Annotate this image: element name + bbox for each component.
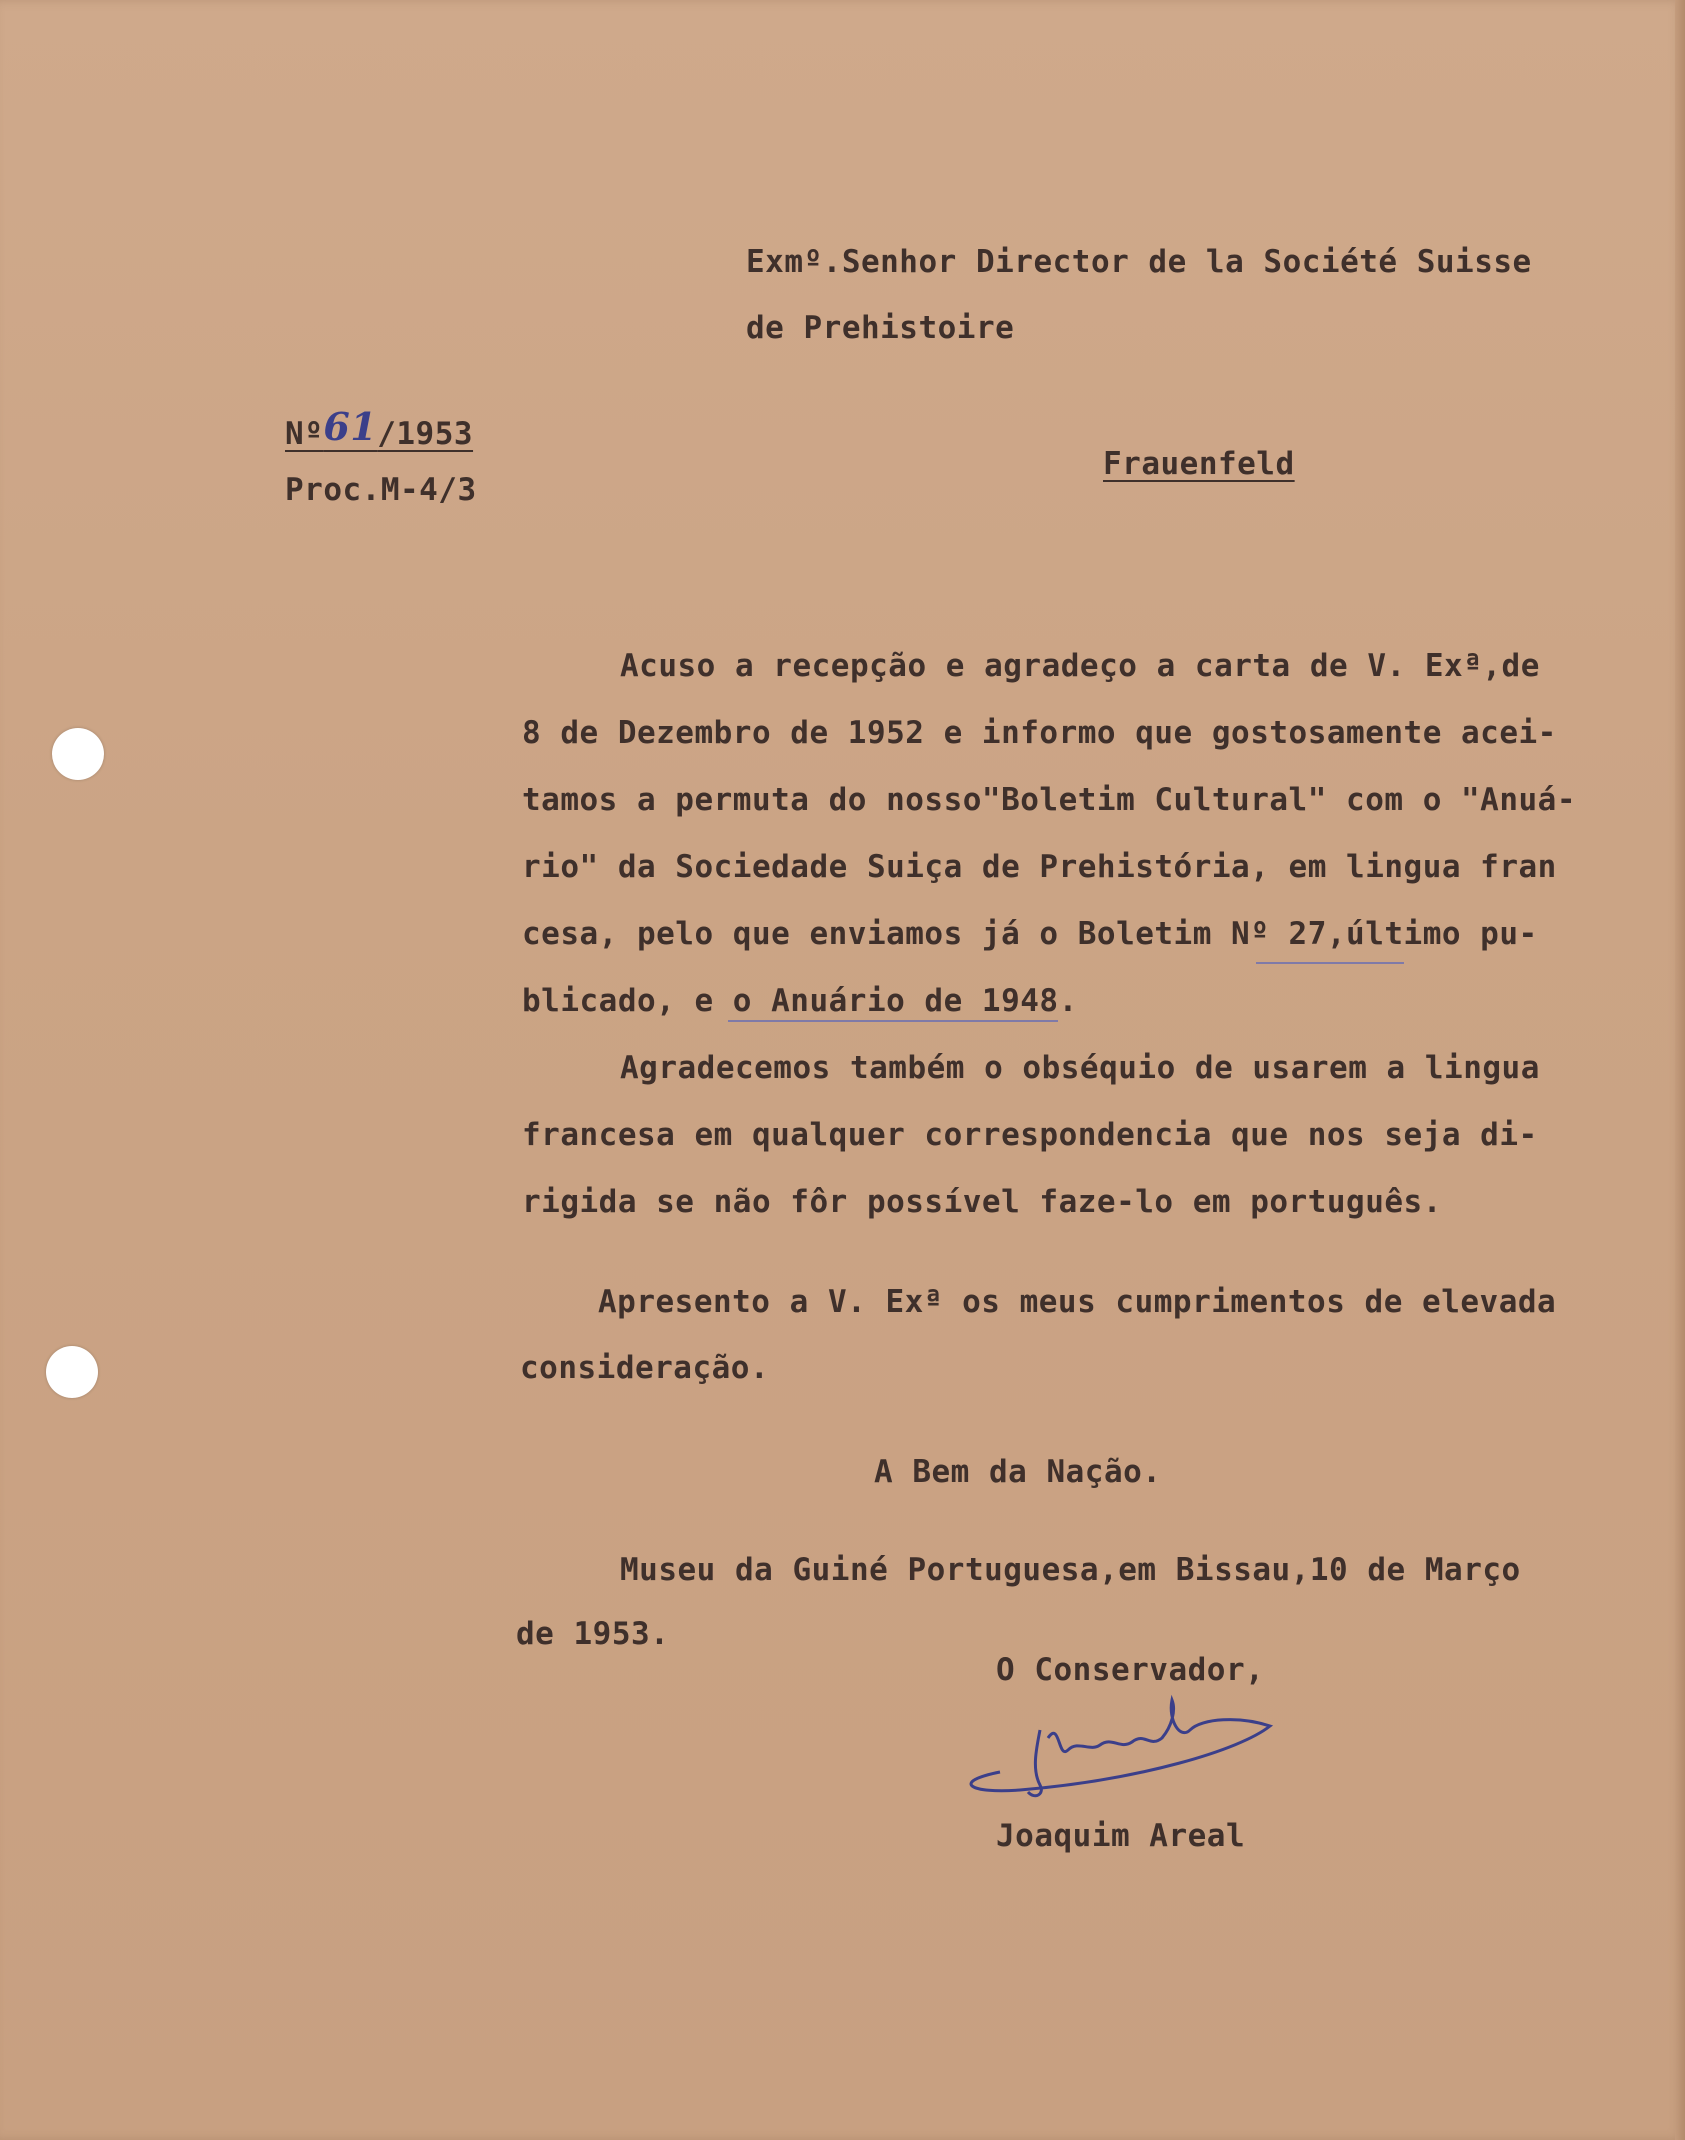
paper-edge: [1675, 0, 1685, 2140]
punch-hole-top: [52, 728, 104, 780]
signatory-name: Joaquim Areal: [996, 1818, 1246, 1854]
pen-underline-boletim: [1256, 962, 1404, 964]
place-date-line-2: de 1953.: [516, 1616, 670, 1652]
paragraph-1-line-1: Acuso a recepção e agradeço a carta de V. Exª,de: [620, 648, 1540, 684]
punch-hole-bottom: [46, 1346, 98, 1398]
paragraph-1-line-4: rio" da Sociedade Suiça de Prehistória, em lingua fran: [522, 849, 1557, 885]
place-date-line-1: Museu da Guiné Portuguesa,em Bissau,10 de Março: [620, 1552, 1521, 1588]
addressee-city: Frauenfeld: [1103, 446, 1295, 482]
process-reference: Proc.M-4/3: [285, 472, 477, 508]
signatory-title: O Conservador,: [996, 1652, 1265, 1688]
reference-year: /1953: [377, 416, 474, 452]
paragraph-1-line-6: blicado, e o Anuário de 1948.: [522, 983, 1078, 1019]
addressee-line-2: de Prehistoire: [746, 310, 1015, 346]
reference-number: [285, 404, 474, 453]
handwritten-signature: [940, 1690, 1300, 1820]
paragraph-1-line-5: cesa, pelo que enviamos já o Boletim Nº 27,último pu-: [522, 916, 1538, 952]
paragraph-2-line-2: francesa em qualquer correspondencia que nos seja di-: [522, 1117, 1538, 1153]
closing-motto: A Bem da Nação.: [874, 1454, 1162, 1490]
addressee-line-1: Exmº.Senhor Director de la Société Suisse: [746, 244, 1532, 280]
paragraph-2-line-3: rigida se não fôr possível faze-lo em português.: [522, 1184, 1442, 1220]
paragraph-1-line-2: 8 de Dezembro de 1952 e informo que gostosamente acei-: [522, 715, 1557, 751]
reference-handwritten-number: 61: [323, 404, 378, 449]
paragraph-2-line-1: Agradecemos também o obséquio de usarem a lingua: [620, 1050, 1540, 1086]
reference-prefix: Nº: [285, 416, 324, 452]
pen-underline-anuario: [728, 1020, 1058, 1022]
paragraph-3-line-1: Apresento a V. Exª os meus cumprimentos de elevada: [598, 1284, 1557, 1320]
paragraph-3-line-2: consideração.: [520, 1350, 770, 1386]
paragraph-1-line-3: tamos a permuta do nosso"Boletim Cultural" com o "Anuá-: [522, 782, 1576, 818]
